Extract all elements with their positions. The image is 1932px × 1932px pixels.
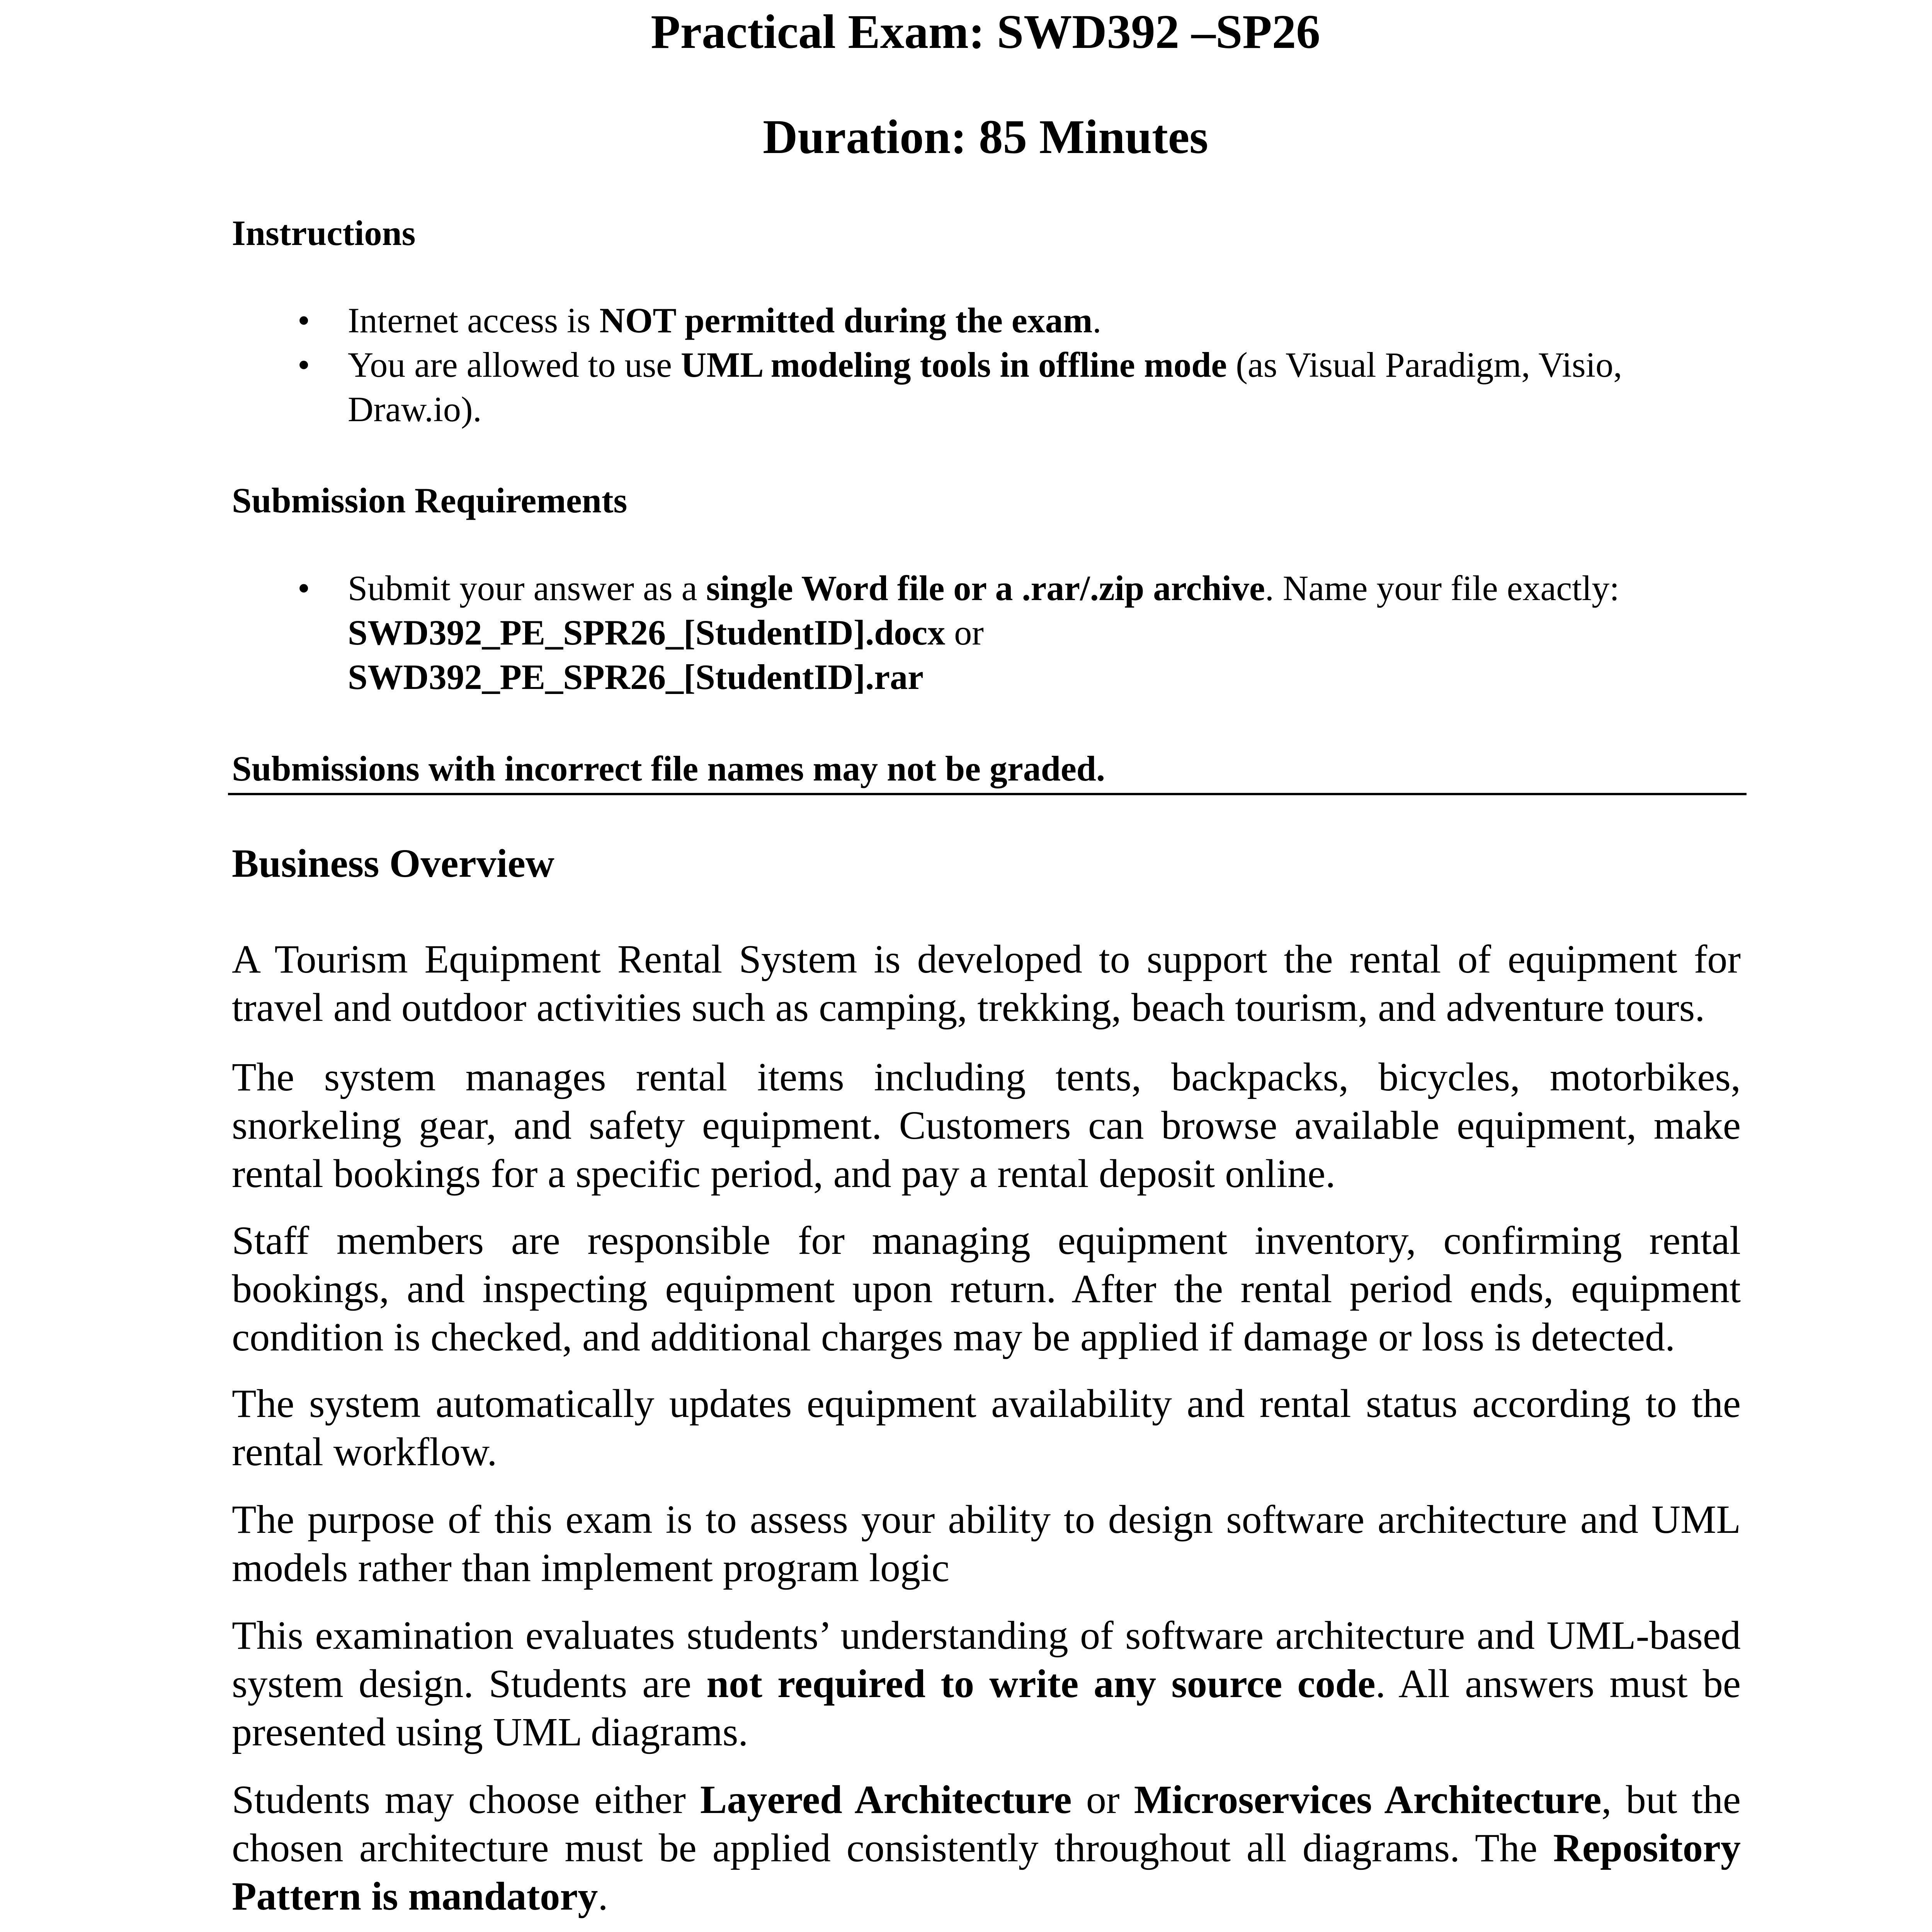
- overview-paragraph: [232, 935, 1741, 1032]
- body-text: Staff members are responsible for managing equipment inventory, confirming rental bookings, and inspecting equipment upon return. After the rental period ends, equipment condition is checked, and additional charges may be applied if damage or loss is detected.: [232, 1218, 1741, 1359]
- body-text: This examination evaluates students’ understanding of software architecture and UML-based system design. Students are: [232, 1613, 1741, 1706]
- overview-paragraph: [232, 1053, 1741, 1198]
- emphasis-text: not required to write any source code: [706, 1662, 1376, 1706]
- instruction-item: [0, 343, 1932, 432]
- submission-intro-line: Submit your answer as a single Word file or a .rar/.zip archive. Name your file exactly:: [348, 568, 1619, 608]
- bullet-icon: •: [298, 301, 310, 340]
- body-text: The system manages rental items including tents, backpacks, bicycles, motorbikes, snorkeling gear, and safety equipment. Customers can browse available equipment, make rental bookings for a specific period, and pay a rental deposit online.: [232, 1055, 1741, 1196]
- submission-item: [0, 566, 1932, 699]
- instruction-text: [348, 298, 1747, 343]
- bullet-icon: •: [298, 345, 310, 384]
- overview-paragraph: [232, 1379, 1741, 1476]
- body-text: or: [1071, 1777, 1134, 1822]
- body-text: Internet access is: [348, 301, 600, 340]
- overview-paragraph: [232, 1216, 1741, 1361]
- body-text: The purpose of this exam is to assess your ability to design software architecture and UML models rather than implement program logic: [232, 1497, 1741, 1590]
- business-overview-heading: Business Overview: [232, 841, 554, 886]
- bullet-icon: •: [298, 568, 310, 608]
- body-text: You are allowed to use: [348, 345, 681, 384]
- filename-rar: SWD392_PE_SPR26_[StudentID].rar: [348, 657, 923, 697]
- body-text: . All answers must be presented using UML diagrams.: [232, 1662, 1741, 1754]
- submission-list: [0, 566, 1932, 699]
- emphasis-text: NOT permitted during the exam: [599, 301, 1093, 340]
- body-text: The system automatically updates equipment availability and rental status according to the rental workflow.: [232, 1381, 1741, 1474]
- body-text: .: [1092, 301, 1102, 340]
- body-text: .: [598, 1874, 608, 1918]
- instruction-text: [348, 343, 1747, 432]
- overview-paragraph: [232, 1776, 1741, 1920]
- body-text: (as Visual Paradigm, Visio, Draw.io).: [348, 345, 1622, 429]
- instructions-list: [0, 298, 1932, 432]
- exam-title: Practical Exam: SWD392 –SP26: [651, 5, 1320, 59]
- filename-docx: SWD392_PE_SPR26_[StudentID].docx: [348, 613, 946, 652]
- body-text: Students may choose either: [232, 1777, 701, 1822]
- overview-paragraph: [232, 1611, 1741, 1756]
- emphasis-text: UML modeling tools in offline mode: [680, 345, 1227, 384]
- submission-warning: Submissions with incorrect file names may not be graded.: [232, 749, 1105, 788]
- body-text: A Tourism Equipment Rental System is developed to support the rental of equipment for travel and outdoor activities such as camping, trekking, beach tourism, and adventure tours.: [232, 937, 1741, 1030]
- submission-heading: Submission Requirements: [232, 481, 628, 520]
- instruction-item: [0, 298, 1932, 343]
- body-text: , but the chosen architecture must be applied consistently throughout all diagrams. The: [232, 1777, 1741, 1870]
- filename-docx-line: SWD392_PE_SPR26_[StudentID].docx or: [348, 613, 984, 652]
- exam-duration: Duration: 85 Minutes: [763, 111, 1208, 164]
- emphasis-text: Layered Architecture: [700, 1777, 1072, 1822]
- emphasis-text: Repository Pattern is mandatory: [232, 1826, 1741, 1918]
- emphasis-text: Microservices Architecture: [1134, 1777, 1602, 1822]
- section-divider: [228, 793, 1747, 795]
- overview-paragraph: [232, 1495, 1741, 1592]
- instructions-heading: Instructions: [232, 213, 416, 253]
- submission-text: [348, 566, 1747, 699]
